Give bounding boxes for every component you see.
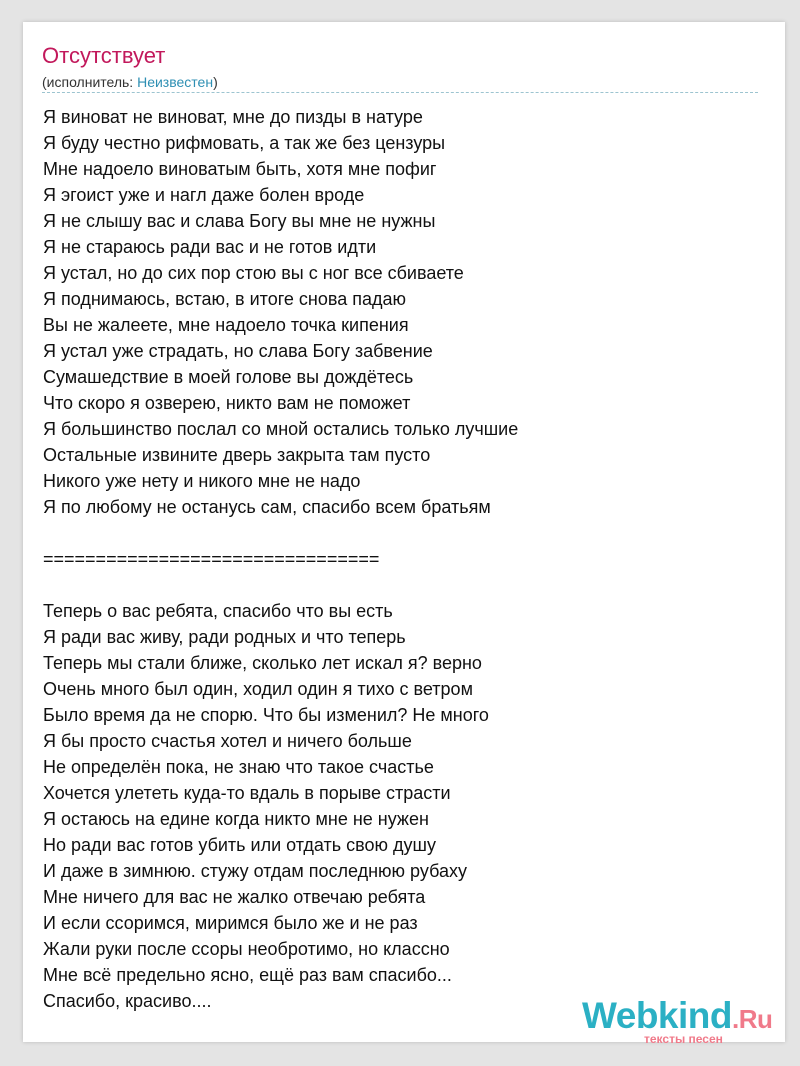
lyric-line: Я поднимаюсь, встаю, в итоге снова падаю (43, 289, 406, 309)
lyric-line: И если ссоримся, миримся было же и не раз (43, 913, 418, 933)
stanza-gap (43, 572, 763, 598)
lyric-line: Не определён пока, не знаю что такое счастье (43, 757, 434, 777)
lyric-line: Я бы просто счастья хотел и ничего больше (43, 731, 412, 751)
logo-tld: .Ru (732, 1004, 773, 1034)
lyric-line: Спасибо, красиво.... (43, 991, 212, 1011)
lyric-line: Я устал уже страдать, но слава Богу забвение (43, 341, 433, 361)
lyrics-card (23, 22, 785, 1046)
lyric-line: Жали руки после ссоры необротимо, но классно (43, 939, 450, 959)
lyric-line: Я большинство послал со мной остались только лучшие (43, 419, 519, 439)
lyric-line: Очень много был один, ходил один я тихо с ветром (43, 679, 473, 699)
lyric-line: Теперь мы стали ближе, сколько лет искал я? верно (43, 653, 482, 673)
lyric-line: Я виноват не виноват, мне до пизды в натуре (43, 107, 423, 127)
lyric-line: Но ради вас готов убить или отдать свою душу (43, 835, 436, 855)
artist-link[interactable]: Неизвестен (137, 74, 214, 90)
separator-line: ================================ (43, 549, 380, 569)
lyric-line: Я не слышу вас и слава Богу вы мне не нужны (43, 211, 436, 231)
lyric-line: Хочется улететь куда-то вдаль в порыве страсти (43, 783, 451, 803)
artist-prefix: (исполнитель: (42, 74, 138, 90)
lyrics-text (43, 104, 763, 1014)
artist-line (42, 73, 758, 93)
lyric-line: Я эгоист уже и нагл даже болен вроде (43, 185, 365, 205)
lyric-line: Я устал, но до сих пор стою вы с ног все сбиваете (43, 263, 464, 283)
lyric-line: Я ради вас живу, ради родных и что теперь (43, 627, 406, 647)
lyric-line: Я буду честно рифмовать, а так же без цензуры (43, 133, 446, 153)
verse-1 (43, 104, 763, 520)
logo-tagline: тексты песен (644, 1032, 723, 1046)
lyric-line: Вы не жалеете, мне надоело точка кипения (43, 315, 409, 335)
lyric-line: Мне ничего для вас не жалко отвечаю ребята (43, 887, 426, 907)
lyric-line: Я по любому не останусь сам, спасибо всем братьям (43, 497, 491, 517)
lyric-line: Что скоро я озверею, никто вам не поможет (43, 393, 411, 413)
lyric-line: Мне всё предельно ясно, ещё раз вам спасибо... (43, 965, 452, 985)
lyric-line: Теперь о вас ребята, спасибо что вы есть (43, 601, 393, 621)
lyric-line: Я не стараюсь ради вас и не готов идти (43, 237, 377, 257)
artist-suffix: ) (213, 74, 218, 90)
lyric-line: Никого уже нету и никого мне не надо (43, 471, 361, 491)
lyric-line: Мне надоело виноватым быть, хотя мне пофиг (43, 159, 437, 179)
verse-2 (43, 598, 763, 1014)
lyric-line: Я остаюсь на едине когда никто мне не нужен (43, 809, 429, 829)
logo-name: Webkind (582, 995, 732, 1036)
lyric-line: Сумашедствие в моей голове вы дождётесь (43, 367, 414, 387)
lyric-line: И даже в зимнюю. стужу отдам последнюю рубаху (43, 861, 467, 881)
song-title: Отсутствует (42, 43, 166, 68)
lyric-line: Остальные извините дверь закрыта там пусто (43, 445, 431, 465)
lyric-line: Было время да не спорю. Что бы изменил? Не много (43, 705, 489, 725)
stanza-gap (43, 520, 763, 546)
webkind-logo[interactable] (582, 994, 782, 1046)
